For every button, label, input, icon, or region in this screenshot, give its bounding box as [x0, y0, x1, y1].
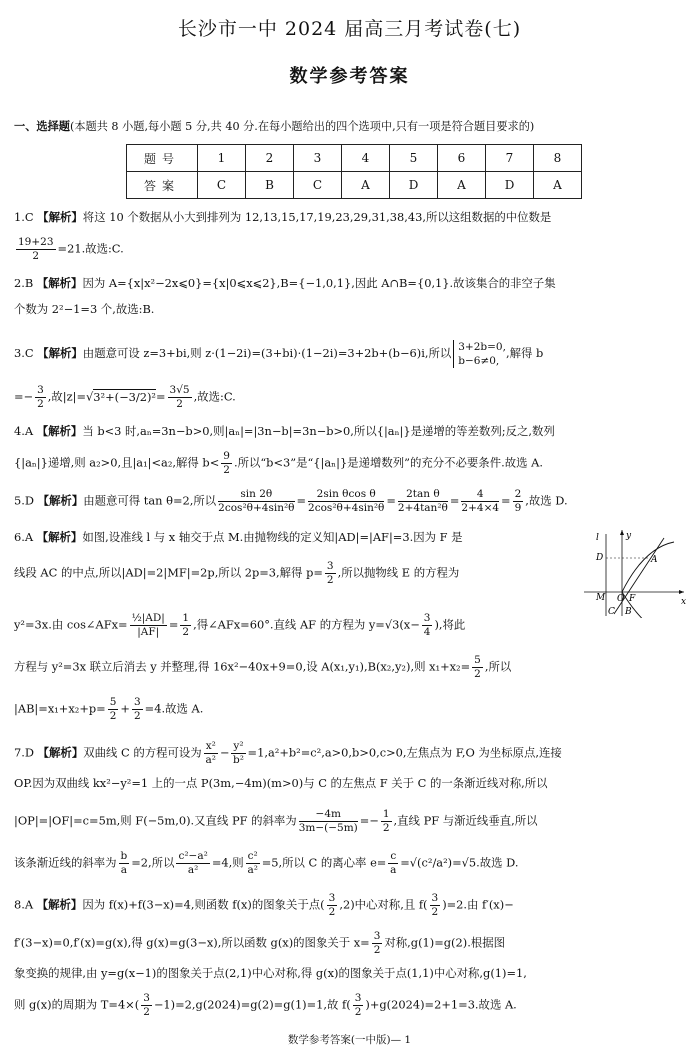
row-label-answer: 答案 [127, 172, 198, 199]
solution-6-line-1 [14, 530, 463, 545]
fraction-numerator: 2tan θ [398, 488, 448, 502]
table-cell-number: 7 [486, 145, 534, 172]
solution-text: ,故选:C. [193, 389, 236, 404]
fraction [461, 488, 499, 515]
fraction-denominator: a² [205, 754, 217, 766]
solution-1-line-2 [14, 236, 124, 263]
solution-text: |OP|=|OF|=c=5m,则 F(−5m,0).又直线 PF 的斜率为 [14, 813, 297, 828]
fraction-numerator: 3 [143, 992, 150, 1004]
fraction-numerator: x² [205, 740, 216, 752]
fraction [327, 892, 338, 919]
solution-text: =1,a²+b²=c²,a>0,b>0,c>0,左焦点为 F,O 为坐标原点,连接 [247, 745, 562, 760]
x-axis-arrow [679, 590, 684, 594]
fraction [168, 384, 192, 411]
solution-text: 线段 AC 的中点,所以|AD|=2|MF|=2p,所以 2p=3,解得 p= [14, 565, 323, 580]
table-cell-answer: B [246, 172, 294, 199]
fraction-denominator: a² [187, 864, 199, 876]
fraction [204, 740, 218, 767]
fraction-numerator: 3 [326, 560, 334, 572]
fraction-denominator: 3m−(−5m) [298, 822, 358, 834]
fraction-numerator: 5 [109, 696, 117, 708]
solution-text: 因为 A={x|x²−2x⩽0}={x|0⩽x⩽2},B={−1,0,1},因此 A∩B={0,1}.故该集合的非空子集 [82, 276, 556, 290]
fraction [422, 612, 433, 639]
table-cell-number: 1 [198, 145, 246, 172]
solution-number: 5.D [14, 493, 35, 508]
fraction-denominator: 2 [133, 710, 141, 722]
fraction-denominator: 2 [474, 668, 481, 680]
solution-8-line-4 [14, 992, 517, 1019]
analysis-tag: 【解析】 [36, 276, 83, 290]
solution-text: = [296, 493, 307, 508]
fraction-numerator: 1 [182, 612, 190, 624]
solution-number: 3.C [14, 346, 34, 360]
fraction-denominator: 2 [328, 906, 336, 918]
table-cell-number: 2 [246, 145, 294, 172]
solution-number: 7.D [14, 745, 35, 760]
solution-7-line-3 [14, 808, 538, 835]
solution-4-line-1 [14, 424, 555, 439]
solution-text: ,故|z|= [47, 389, 87, 404]
fraction [246, 850, 260, 877]
solution-text: ,所以抛物线 E 的方程为 [337, 565, 460, 580]
solution-number: 1.C [14, 210, 34, 224]
fraction-numerator: 5 [474, 654, 481, 666]
solution-8-line-3 [14, 966, 527, 981]
fraction-denominator: 2+4×4 [461, 502, 500, 514]
fraction [372, 930, 383, 957]
solution-text: 由题意可得 tan θ=2,所以 [83, 493, 217, 508]
solution-text: = [155, 389, 166, 404]
system-equation: 3+2b=0, [458, 341, 506, 353]
fraction-numerator: sin 2θ [218, 488, 294, 502]
table-cell-answer: A [342, 172, 390, 199]
answer-table [126, 144, 582, 199]
solution-3-line-1 [14, 340, 543, 368]
table-cell-number: 4 [342, 145, 390, 172]
fraction [176, 850, 209, 877]
solution-text: ,得∠AFx=60°.直线 AF 的方程为 y=√3(x− [193, 617, 420, 632]
fraction-numerator: ½|AD| [131, 612, 165, 624]
sqrt-expression: 3²+(−3/2)² [93, 389, 156, 404]
solution-text: =− [14, 389, 34, 404]
fraction [398, 488, 448, 515]
fraction-denominator: 2+4tan²θ [397, 502, 448, 514]
solution-text: = [501, 493, 511, 508]
fraction-denominator: 2 [143, 1006, 150, 1018]
solution-text: =21.故选:C. [57, 241, 124, 256]
fraction-numerator: −4m [299, 808, 358, 822]
solution-text: |AB|=x₁+x₂+p= [14, 701, 106, 716]
solution-text: y²=3x.由 cos∠AFx= [14, 617, 128, 632]
fraction-numerator: c²−a² [178, 850, 208, 862]
fraction-numerator: 3√5 [169, 384, 190, 396]
fraction-denominator: 2 [431, 906, 439, 918]
solution-text: =4,则 [211, 855, 244, 870]
table-cell-number: 6 [438, 145, 486, 172]
fraction-numerator: 3 [37, 384, 44, 396]
fraction [141, 992, 152, 1019]
fraction [132, 696, 143, 723]
solution-text: =√(c²/a²)=√5.故选 D. [400, 855, 519, 870]
fraction [35, 384, 46, 411]
solution-text: =− [359, 813, 379, 828]
solution-2-line-1 [14, 276, 556, 291]
fraction-numerator: b [120, 850, 128, 862]
fraction-denominator: 2 [182, 626, 190, 638]
row-label-number: 题号 [127, 145, 198, 172]
analysis-tag: 【解析】 [37, 210, 83, 224]
fraction [430, 892, 441, 919]
fraction-numerator: 3 [373, 930, 381, 942]
fraction-denominator: 9 [514, 502, 522, 514]
fraction-denominator: 2 [32, 250, 40, 262]
fraction-numerator: 3 [133, 696, 141, 708]
solution-text: −1)=2,g(2024)=g(2)=g(1)=1,故 f( [153, 997, 351, 1012]
page-footer: 数学参考答案(一中版)— 1 [287, 1034, 412, 1046]
fraction-denominator: a [120, 864, 128, 876]
solution-text: f′(3−x)=0,f′(x)=g(x),得 g(x)=g(3−x),所以函数 g(x)的图象关于 x= [14, 935, 370, 950]
system-equation: b−6≠0, [458, 355, 500, 367]
label-l: l [596, 533, 599, 543]
solution-7-line-4 [14, 850, 519, 877]
solution-text: )=2.由 f′(x)− [442, 897, 514, 912]
fraction [299, 808, 358, 835]
solution-text: − [219, 745, 230, 760]
solution-1-line-1 [14, 210, 551, 225]
fraction-denominator: 2 [373, 944, 381, 956]
fraction-numerator: 2sin θcos θ [308, 488, 384, 502]
solution-6-line-3 [14, 612, 465, 639]
fraction [353, 992, 364, 1019]
fraction-numerator: 3 [354, 992, 362, 1004]
solution-text: 该条渐近线的斜率为 [14, 855, 117, 870]
answer-key-title: 数学参考答案 [289, 66, 410, 87]
table-cell-answer: D [486, 172, 534, 199]
fraction-denominator: b² [233, 754, 244, 766]
fraction-denominator: 2cos²θ+4sin²θ [308, 502, 385, 514]
solution-text: 由题意可设 z=3+bi,则 z·(1−2i)=(3+bi)·(1−2i)=3+2b+(b−6)i,所以 [82, 346, 452, 360]
answer-table-number-row [127, 145, 582, 172]
section-label: 一、选择题 [14, 120, 70, 133]
fraction [108, 696, 119, 723]
analysis-tag: 【解析】 [36, 530, 83, 544]
label-c: C [608, 607, 615, 617]
solution-text: 如图,设准线 l 与 x 轴交于点 M.由抛物线的定义知|AD|=|AF|=3.因为 F 是 [82, 530, 463, 544]
solution-6-line-2 [14, 560, 459, 587]
label-o: O [617, 594, 625, 604]
solution-text: 当 b<3 时,aₙ=3n−b>0,则|aₙ|=|3n−b|=3n−b>0,所以{|aₙ|}是递增的等差数列;反之,数列 [82, 424, 555, 438]
fraction-denominator: 2 [354, 1006, 362, 1018]
solution-3-line-2: =− $\frac{3}{2}$ ,故|z|=√3²+(−3/2)²= $\frac{3√5}{2}$ ,故选:C. [14, 384, 236, 410]
fraction-numerator: 3 [328, 892, 336, 904]
fraction [180, 612, 191, 639]
fraction-denominator: 2 [382, 822, 390, 834]
label-a: A [651, 555, 658, 565]
answer-table-answer-row [127, 172, 582, 199]
solution-text: )+g(2024)=2+1=3.故选 A. [365, 997, 517, 1012]
fraction-numerator: 3 [431, 892, 439, 904]
solution-text: = [449, 493, 460, 508]
solution-text: + [120, 701, 130, 716]
solution-2-line-2 [14, 302, 154, 317]
solution-text: .所以“b<3”是“{|aₙ|}是递增数列”的充分不必要条件.故选 A. [233, 455, 543, 470]
solution-text: ,故选 D. [525, 493, 568, 508]
table-cell-answer: D [390, 172, 438, 199]
table-cell-number: 5 [390, 145, 438, 172]
fraction-numerator: 1 [382, 808, 390, 820]
table-cell-answer: C [294, 172, 342, 199]
section-heading [14, 118, 534, 134]
solution-text: 因为 f(x)+f(3−x)=4,则函数 f(x)的图象关于点( [82, 897, 325, 912]
fraction [218, 488, 294, 515]
fraction-numerator: c [390, 850, 397, 862]
y-axis-arrow [620, 530, 624, 535]
fraction-denominator: 2 [223, 464, 230, 476]
label-m: M [596, 593, 606, 603]
table-cell-answer: A [438, 172, 486, 199]
fraction-denominator: a [390, 864, 397, 876]
analysis-tag: 【解析】 [37, 346, 83, 360]
solution-text: 个数为 2²−1=3 个,故选:B. [14, 302, 155, 316]
fraction-denominator: 4 [423, 626, 431, 638]
analysis-tag: 【解析】 [37, 493, 84, 508]
fraction-numerator: 2 [514, 488, 522, 500]
analysis-tag: 【解析】 [36, 424, 83, 438]
solution-text: 象变换的规律,由 y=g(x−1)的图象关于点(2,1)中心对称,得 g(x)的图象关于点(1,1)中心对称,g(1)=1, [14, 966, 527, 980]
solution-text: =2,所以 [131, 855, 175, 870]
label-f: F [629, 594, 636, 604]
solution-text: = [386, 493, 396, 508]
solution-8-line-1 [14, 892, 514, 919]
solution-text: ,所以 [484, 659, 512, 674]
fraction-denominator: 2cos²θ+4sin²θ [218, 502, 295, 514]
solution-number: 6.A [14, 530, 34, 544]
label-x: x [681, 597, 687, 607]
solution-number: 8.A [14, 897, 34, 912]
fraction [119, 850, 130, 877]
fraction-numerator: y² [233, 740, 244, 752]
fraction-denominator: 2 [37, 398, 44, 410]
section-note: (本题共 8 小题,每小题 5 分,共 40 分.在每小题给出的四个选项中,只有一项是符合题目要求的) [69, 120, 535, 133]
solution-4-line-2 [14, 450, 543, 477]
fraction [221, 450, 232, 477]
solution-text: 则 g(x)的周期为 T=4×( [14, 997, 140, 1012]
fraction-numerator: 19+23 [18, 236, 54, 248]
solution-text: 方程与 y²=3x 联立后消去 y 并整理,得 16x²−40x+9=0,设 A(x₁,y₁),B(x₂,y₂),则 x₁+x₂= [14, 659, 471, 674]
fraction [388, 850, 398, 877]
fraction-denominator: 2 [176, 398, 183, 410]
solution-number: 2.B [14, 276, 34, 290]
label-y: y [626, 531, 632, 541]
fraction [472, 654, 483, 681]
solution-text: 双曲线 C 的方程可设为 [83, 745, 202, 760]
table-cell-answer: C [198, 172, 246, 199]
label-d: D [596, 553, 604, 563]
exam-title: 长沙市一中 2024 届高三月考试卷(七) [177, 18, 522, 40]
fraction [16, 236, 56, 263]
fraction-denominator: 2 [326, 574, 334, 586]
parabola-figure [584, 528, 688, 618]
solution-text: 对称,g(1)=g(2).根据图 [384, 935, 505, 950]
solution-text: ,直线 PF 与渐近线垂直,所以 [393, 813, 538, 828]
fraction-denominator: 2 [109, 710, 117, 722]
fraction-numerator: 9 [223, 450, 230, 462]
solution-7-line-2 [14, 776, 548, 791]
fraction [325, 560, 336, 587]
fraction [231, 740, 245, 767]
solution-6-line-5 [14, 696, 203, 723]
table-cell-number: 3 [294, 145, 342, 172]
solution-text: {|aₙ|}递增,则 a₂>0,且|a₁|<a₂,解得 b< [14, 455, 220, 470]
fraction-numerator: 4 [461, 488, 499, 502]
fraction-denominator: |AF| [137, 626, 160, 638]
fraction [308, 488, 384, 515]
fraction-numerator: 3 [423, 612, 431, 624]
solution-text: ),将此 [434, 617, 466, 632]
fraction [513, 488, 524, 515]
fraction-denominator: a² [247, 864, 258, 876]
analysis-tag: 【解析】 [37, 745, 84, 760]
solution-number: 4.A [14, 424, 34, 438]
fraction [381, 808, 392, 835]
solution-7-line-1 [14, 740, 562, 767]
table-cell-number: 8 [534, 145, 582, 172]
solution-text: OP.因为双曲线 kx²−y²=1 上的一点 P(3m,−4m)(m>0)与 C 的左焦点 F 关于 C 的一条渐近线对称,所以 [14, 776, 548, 790]
fraction [130, 612, 167, 639]
table-cell-answer: A [534, 172, 582, 199]
equation-system [453, 340, 506, 368]
solution-text: = [168, 617, 179, 632]
solution-text: ,2)中心对称,且 f( [339, 897, 428, 912]
solution-text: ,解得 b [505, 346, 544, 360]
solution-text: 将这 10 个数据从小大到排列为 12,13,15,17,19,23,29,31,38,43,所以这组数据的中位数是 [82, 210, 552, 224]
fraction-numerator: c² [247, 850, 258, 862]
solution-text: =4.故选 A. [144, 701, 204, 716]
solution-6-line-4 [14, 654, 511, 681]
analysis-tag: 【解析】 [36, 897, 83, 912]
solution-5-line-1 [14, 488, 568, 515]
solution-8-line-2 [14, 930, 505, 957]
solution-text: =5,所以 C 的离心率 e= [261, 855, 387, 870]
label-b: B [625, 607, 632, 617]
